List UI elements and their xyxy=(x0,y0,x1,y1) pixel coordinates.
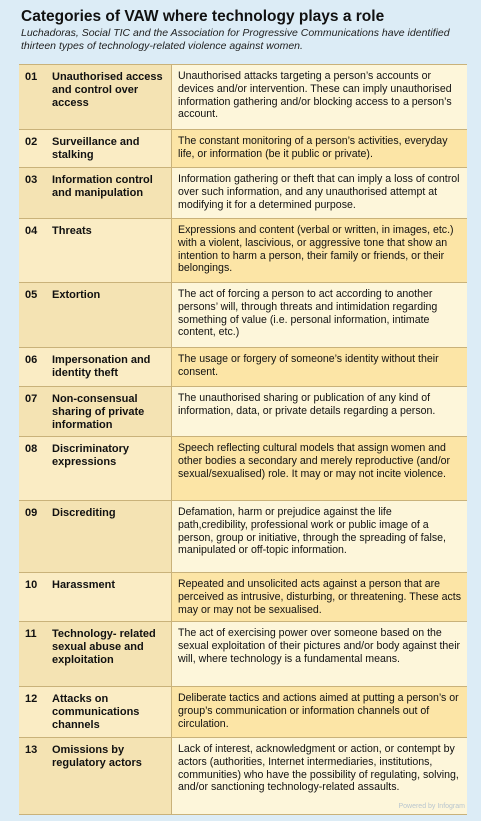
table-row xyxy=(19,436,467,501)
category-name: Surveillance and stalking xyxy=(52,136,140,161)
category-name: Threats xyxy=(52,225,92,237)
category-description: Repeated and unsolicited acts against a person that are perceived as intrusive, disturbing, or threatening. These acts may or may not be sexualised. xyxy=(178,578,462,616)
page-subtitle: Luchadoras, Social TIC and the Association for Progressive Communications have identified thirteen types of technology-related violence against women. xyxy=(21,27,450,52)
category-name: Attacks on communications channels xyxy=(52,693,140,731)
description-cell xyxy=(171,283,467,348)
category-cell xyxy=(19,283,171,348)
table-row xyxy=(19,64,467,130)
category-name: Impersonation and identity theft xyxy=(52,354,151,379)
category-cell xyxy=(19,437,171,501)
category-description: The unauthorised sharing or publication of any kind of information, data, or private details regarding a person. xyxy=(178,392,436,417)
description-cell xyxy=(171,65,467,130)
description-cell xyxy=(171,501,467,573)
category-cell xyxy=(19,622,171,687)
category-name: Harassment xyxy=(52,579,115,591)
watermark: Powered by Infogram xyxy=(398,803,465,810)
category-number: 08 xyxy=(25,443,38,455)
description-cell xyxy=(171,348,467,387)
table-row xyxy=(19,386,467,437)
category-description: Speech reflecting cultural models that assign women and other bodies a secondary and merely reproductive (and/or sexual/sexualised) role. It may or may not incite violence. xyxy=(178,442,451,480)
category-number: 06 xyxy=(25,354,38,366)
category-description: The constant monitoring of a person’s activities, everyday life, or information (be it public or private). xyxy=(178,135,448,160)
category-description: The act of forcing a person to act according to another persons’ will, through threats and intimidation regarding something of value (i.e. personal information, intimate content, etc.) xyxy=(178,288,438,339)
category-number: 09 xyxy=(25,507,38,519)
category-number: 10 xyxy=(25,579,38,591)
description-cell xyxy=(171,219,467,283)
category-name: Technology- related sexual abuse and exploitation xyxy=(52,628,156,666)
table-row xyxy=(19,347,467,387)
category-cell xyxy=(19,168,171,219)
table-row xyxy=(19,218,467,283)
table-row xyxy=(19,129,467,168)
category-name: Non-consensual sharing of private information xyxy=(52,393,145,431)
category-cell xyxy=(19,348,171,387)
category-description: Deliberate tactics and actions aimed at putting a person’s or group’s communication or information channels out of circulation. xyxy=(178,692,459,730)
table-row xyxy=(19,500,467,573)
description-cell xyxy=(171,573,467,622)
category-number: 04 xyxy=(25,225,38,237)
description-cell xyxy=(171,130,467,168)
description-cell xyxy=(171,687,467,738)
page-title: Categories of VAW where technology plays a role xyxy=(21,8,385,25)
category-description: Defamation, harm or prejudice against the life path,credibility, professional work or public image of a person, group or initiative, through the spreading of false, manipulated or off-topic information. xyxy=(178,506,446,557)
description-cell xyxy=(171,622,467,687)
category-description: Unauthorised attacks targeting a person’s accounts or devices and/or intervention. These can imply unauthorised information gathering and/or blocking access to a person’s account. xyxy=(178,70,452,121)
category-cell xyxy=(19,501,171,573)
category-cell xyxy=(19,387,171,437)
category-number: 13 xyxy=(25,744,38,756)
category-name: Unauthorised access and control over access xyxy=(52,71,163,109)
category-cell xyxy=(19,219,171,283)
category-name: Omissions by regulatory actors xyxy=(52,744,142,769)
table-row xyxy=(19,621,467,687)
category-number: 11 xyxy=(25,628,37,640)
infographic-panel xyxy=(15,5,471,813)
description-cell xyxy=(171,387,467,437)
category-name: Information control and manipulation xyxy=(52,174,153,199)
table-row xyxy=(19,686,467,738)
category-number: 01 xyxy=(25,71,38,83)
description-cell xyxy=(171,437,467,501)
category-cell xyxy=(19,130,171,168)
category-number: 02 xyxy=(25,136,38,148)
category-cell xyxy=(19,738,171,814)
category-number: 05 xyxy=(25,289,38,301)
category-cell xyxy=(19,573,171,622)
table-row xyxy=(19,572,467,622)
category-description: Lack of interest, acknowledgment or action, or contempt by actors (authorities, Internet intermediaries, institutions, communities) who have the possibility of regulating, solving, and/or sanctioning technology-related assaults. xyxy=(178,743,459,794)
category-cell xyxy=(19,687,171,738)
category-number: 03 xyxy=(25,174,38,186)
description-cell xyxy=(171,168,467,219)
category-number: 12 xyxy=(25,693,38,705)
category-name: Extortion xyxy=(52,289,101,301)
category-description: The usage or forgery of someone’s identity without their consent. xyxy=(178,353,439,378)
category-name: Discrediting xyxy=(52,507,116,519)
category-description: Information gathering or theft that can imply a loss of control over such information, and any unauthorised attempt at modifying it for a determined purpose. xyxy=(178,173,460,211)
category-description: Expressions and content (verbal or written, in images, etc.) with a violent, lascivious, or aggressive tone that show an intention to harm a person, their family or friends, or their belongings. xyxy=(178,224,454,275)
category-name: Discriminatory expressions xyxy=(52,443,130,468)
category-number: 07 xyxy=(25,393,38,405)
table-row xyxy=(19,282,467,348)
category-cell xyxy=(19,65,171,130)
category-description: The act of exercising power over someone based on the sexual exploitation of their pictures and/or body against their will, where technology is a fundamental means. xyxy=(178,627,461,665)
table-row xyxy=(19,167,467,219)
